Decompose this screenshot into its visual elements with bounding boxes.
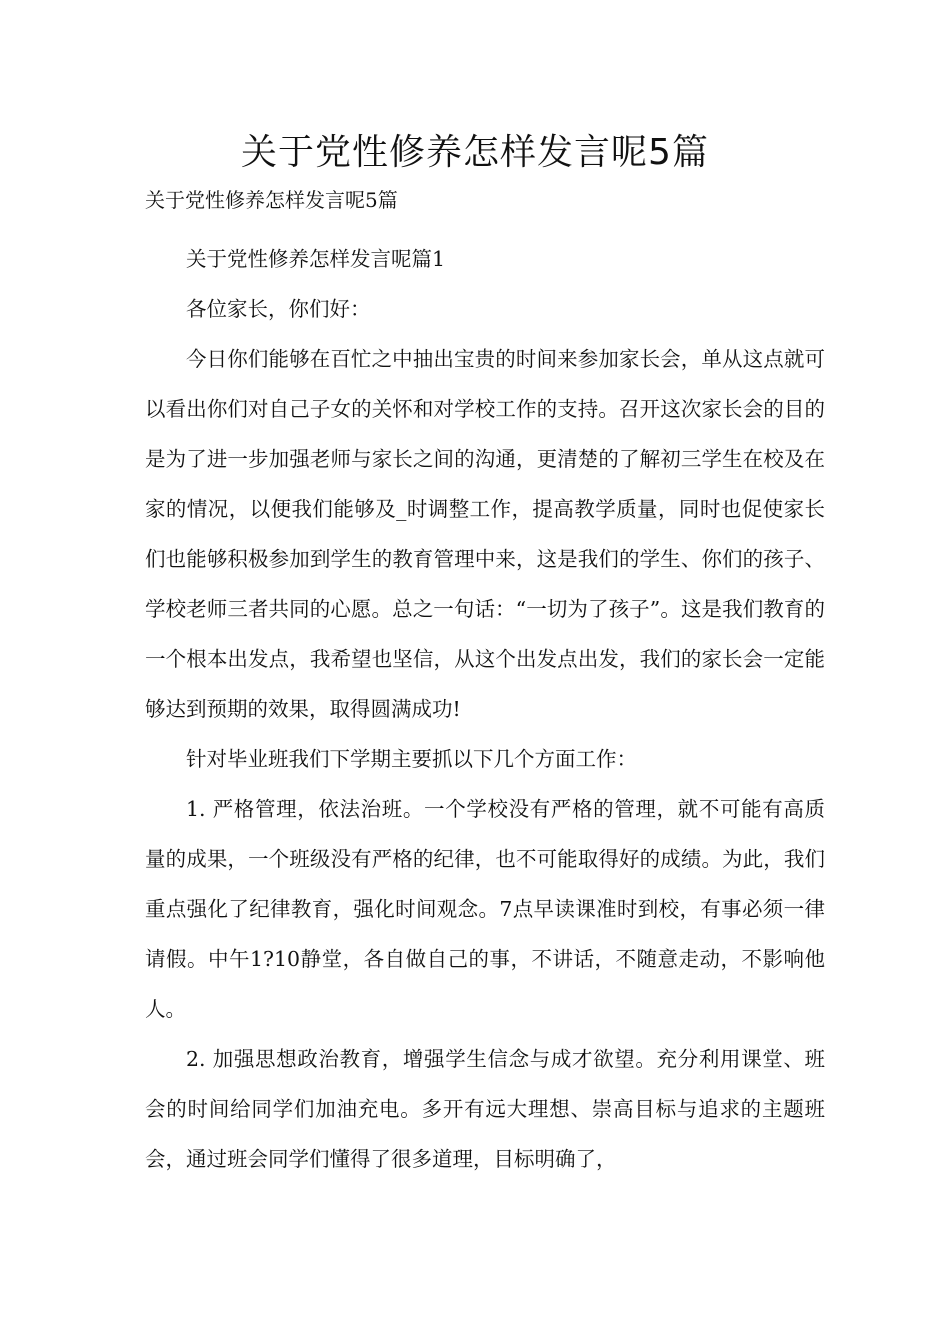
document-subtitle: 关于党性修养怎样发言呢5篇 [145,188,398,212]
work-plan-paragraph: 针对毕业班我们下学期主要抓以下几个方面工作： [186,747,637,771]
intro-paragraph: 今日你们能够在百忙之中抽出宝贵的时间来参加家长会，单从这点就可以看出你们对自己子女的关怀和对学校工作的支持。召开这次家长会的目的是为了进一步加强老师与家长之间的沟通，更清楚的了解初三学生在校及在家的情况，以便我们能够及_时调整工作，提高教学质量，同时也促使家长们也能够积极参加到学生的教育管理中来，这是我们的学生、你们的孩子、学校老师三者共同的心愿。总之一句话：“一切为了孩子”。这是我们教育的一个根本出发点，我希望也坚信，从这个出发点出发，我们的家长会一定能够达到预期的效果，取得圆满成功! [145,347,825,721]
document-body [145,234,825,1184]
greeting-paragraph: 各位家长，你们好： [186,297,371,321]
point-2-paragraph: 2. 加强思想政治教育，增强学生信念与成才欲望。充分利用课堂、班会的时间给同学们加油充电。多开有远大理想、崇高目标与追求的主题班会，通过班会同学们懂得了很多道理，目标明确了， [145,1047,825,1171]
document-title: 关于党性修养怎样发言呢5篇 [241,132,709,173]
point-1-paragraph: 1. 严格管理，依法治班。一个学校没有严格的管理，就不可能有高质量的成果，一个班级没有严格的纪律，也不可能取得好的成绩。为此，我们重点强化了纪律教育，强化时间观念。7点早读课准时到校，有事必须一律请假。中午1?10静堂，各自做自己的事，不讲话，不随意走动，不影响他人。 [145,797,825,1021]
section-heading: 关于党性修养怎样发言呢篇1 [186,247,446,271]
